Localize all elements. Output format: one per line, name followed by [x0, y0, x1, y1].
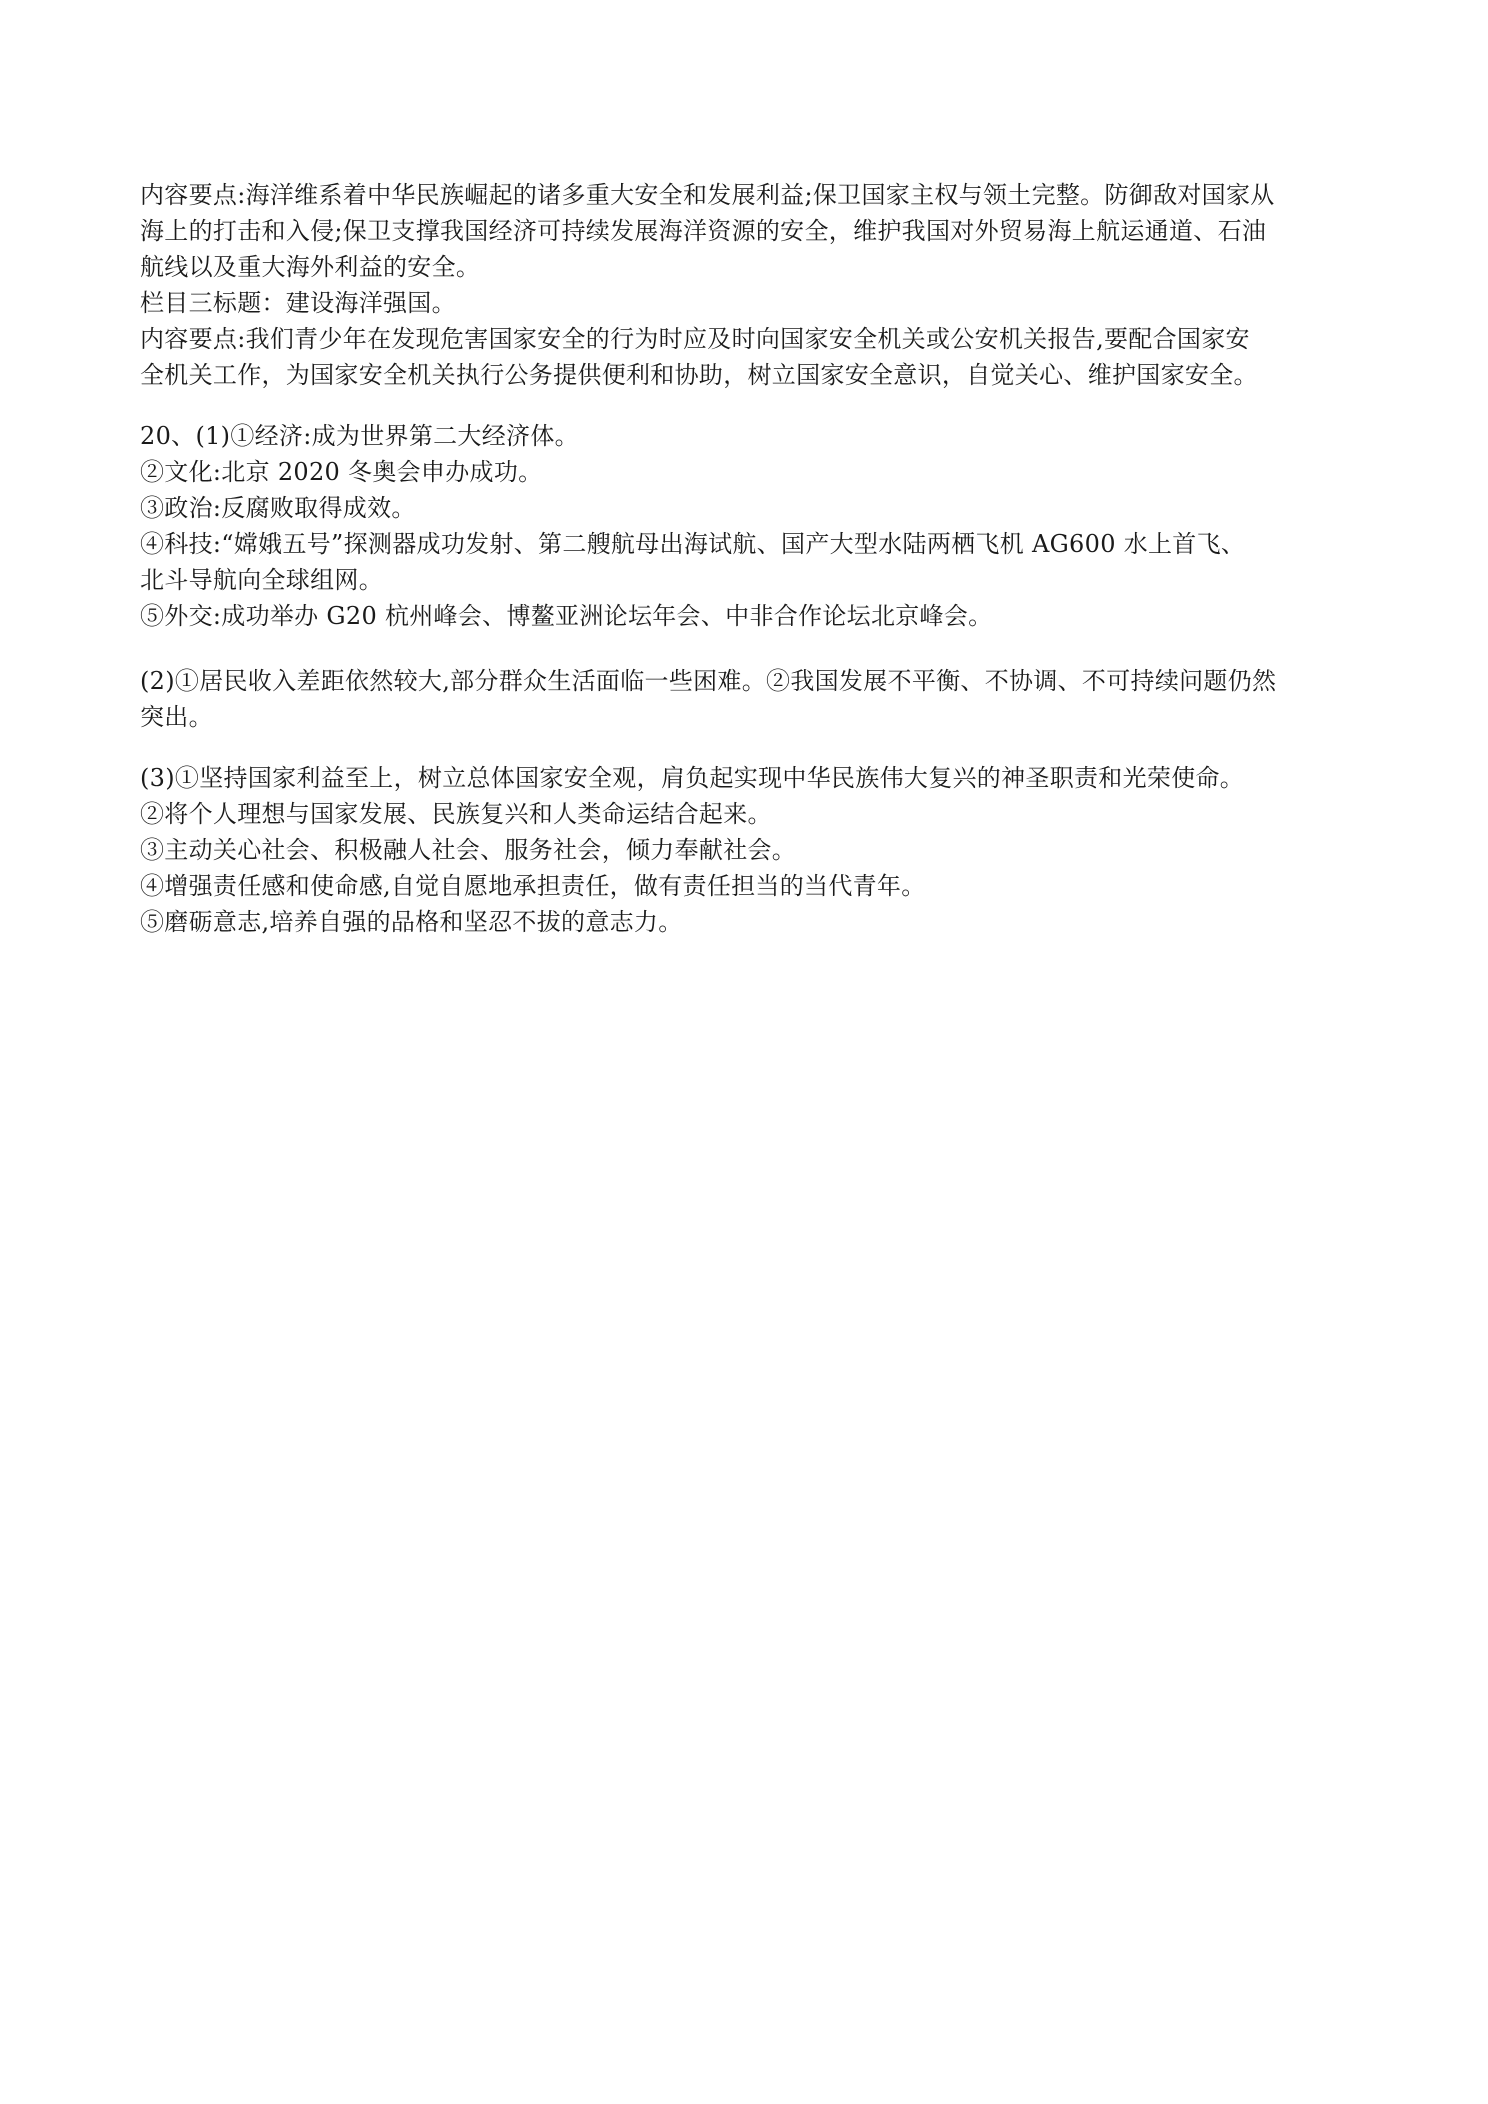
- answer-line: ④科技:“嫦娥五号”探测器成功发射、第二艘航母出海试航、国产大型水陆两栖飞机 AG600 水上首飞、: [140, 530, 1246, 558]
- question-20-part-3: [140, 760, 1360, 940]
- answer-line: ⑤磨砺意志,培养自强的品格和坚忍不拔的意志力。: [140, 908, 683, 936]
- paragraph-line: 内容要点:海洋维系着中华民族崛起的诸多重大安全和发展利益;保卫国家主权与领土完整。防御敌对国家从: [140, 181, 1275, 209]
- document-body: [140, 177, 1360, 940]
- paragraph-line: 全机关工作，为国家安全机关执行公务提供便利和协助，树立国家安全意识，自觉关心、维护国家安全。: [140, 361, 1258, 389]
- paragraph-line: 航线以及重大海外利益的安全。: [140, 253, 481, 281]
- question-20-part-1: [140, 418, 1360, 634]
- answer-line: (2)①居民收入差距依然较大,部分群众生活面临一些困难。②我国发展不平衡、不协调、不可持续问题仍然: [140, 667, 1277, 695]
- answer-line: ③政治:反腐败取得成效。: [140, 494, 416, 522]
- answer-line: (3)①坚持国家利益至上，树立总体国家安全观，肩负起实现中华民族伟大复兴的神圣职责和光荣使命。: [140, 764, 1245, 792]
- answer-line: ②文化:北京 2020 冬奥会申办成功。: [140, 458, 543, 486]
- answer-line: ⑤外交:成功举办 G20 杭州峰会、博鳌亚洲论坛年会、中非合作论坛北京峰会。: [140, 602, 993, 630]
- answer-line: ②将个人理想与国家发展、民族复兴和人类命运结合起来。: [140, 800, 772, 828]
- answer-line: ④增强责任感和使命感,自觉自愿地承担责任，做有责任担当的当代青年。: [140, 872, 926, 900]
- answer-line: 北斗导航向全球组网。: [140, 566, 383, 594]
- answer-line: 20、(1)①经济:成为世界第二大经济体。: [140, 422, 579, 450]
- column-three-title: 栏目三标题：建设海洋强国。: [140, 289, 456, 317]
- paragraph-line: 海上的打击和入侵;保卫支撑我国经济可持续发展海洋资源的安全，维护我国对外贸易海上航运通道、石油: [140, 217, 1267, 245]
- section-ocean-security: [140, 177, 1360, 393]
- answer-line: 突出。: [140, 703, 213, 731]
- answer-line: ③主动关心社会、积极融人社会、服务社会，倾力奉献社会。: [140, 836, 797, 864]
- paragraph-line: 内容要点:我们青少年在发现危害国家安全的行为时应及时向国家安全机关或公安机关报告,要配合国家安: [140, 325, 1250, 353]
- question-20-part-2: [140, 663, 1360, 735]
